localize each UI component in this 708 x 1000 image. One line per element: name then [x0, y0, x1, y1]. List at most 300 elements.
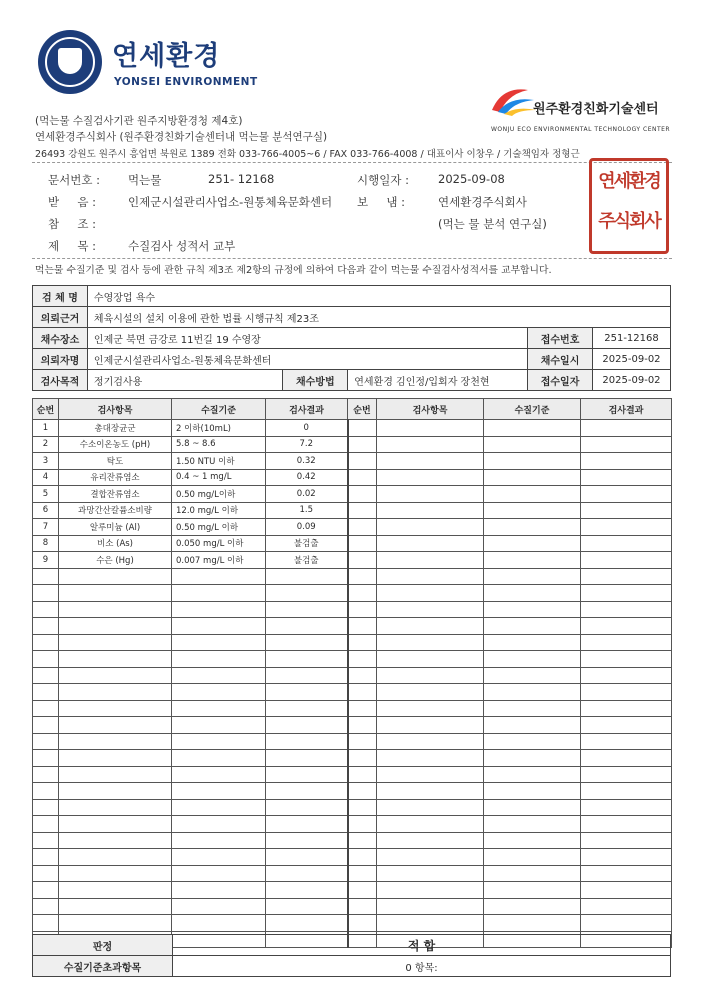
receipt-date-label: 접수일자: [528, 370, 593, 391]
row-item: [59, 585, 172, 602]
basis-value: 체육시설의 설치 이용에 관한 법률 시행규칙 제23조: [87, 307, 670, 328]
row-result-2: [581, 865, 672, 882]
row-standard-2: [484, 733, 581, 750]
row-no: [33, 568, 59, 585]
basis-label: 의뢰근거: [33, 307, 88, 328]
row-result-2: [581, 898, 672, 915]
row-result: [266, 700, 348, 717]
row-item: [59, 898, 172, 915]
row-item: 알루미늄 (Al): [59, 519, 172, 536]
row-standard: [172, 750, 266, 767]
row-result-2: [581, 717, 672, 734]
row-standard: [172, 882, 266, 899]
row-standard: [172, 799, 266, 816]
row-no: [33, 865, 59, 882]
doc-divider: [32, 258, 672, 259]
results-header-row: [33, 399, 672, 420]
row-result-2: [581, 436, 672, 453]
row-standard-2: [484, 519, 581, 536]
row-result: [266, 882, 348, 899]
doc-no-value: 251- 12168: [208, 172, 275, 186]
row-no-2: [348, 915, 377, 932]
row-no: 7: [33, 519, 59, 536]
row-result: 0.32: [266, 453, 348, 470]
row-no: [33, 898, 59, 915]
row-item-2: [377, 585, 484, 602]
row-item: [59, 849, 172, 866]
row-result: 0.02: [266, 486, 348, 503]
row-item: [59, 832, 172, 849]
row-result-2: [581, 832, 672, 849]
col-no-2: 순번: [348, 399, 377, 420]
subject-value: 수질검사 성적서 교부: [128, 239, 236, 253]
row-item: 결합잔류염소: [59, 486, 172, 503]
row-standard-2: [484, 453, 581, 470]
company-seal-stamp: [589, 158, 669, 254]
row-result: [266, 667, 348, 684]
row-result: [266, 585, 348, 602]
recipient-label: 받 음 :: [48, 195, 97, 209]
issue-date-label: 시행일자 :: [357, 173, 409, 187]
row-standard: [172, 898, 266, 915]
row-no-2: [348, 799, 377, 816]
table-row: [33, 700, 672, 717]
seal-text-top: 연세환경: [598, 171, 660, 192]
results-table: [32, 398, 672, 948]
row-item-2: [377, 552, 484, 569]
table-row: [33, 783, 672, 800]
row-no-2: [348, 601, 377, 618]
row-standard: 12.0 mg/L 이하: [172, 502, 266, 519]
row-standard-2: [484, 502, 581, 519]
purpose-value: 정기검사용: [87, 370, 282, 391]
row-no-2: [348, 750, 377, 767]
row-standard: 0.007 mg/L 이하: [172, 552, 266, 569]
row-no: [33, 684, 59, 701]
header-divider: [32, 162, 672, 163]
table-row: [33, 915, 672, 932]
row-standard-2: [484, 436, 581, 453]
row-no: 6: [33, 502, 59, 519]
table-row: [33, 717, 672, 734]
row-no-2: [348, 453, 377, 470]
row-standard-2: [484, 420, 581, 437]
row-item-2: [377, 915, 484, 932]
row-item: [59, 568, 172, 585]
method-value: 연세환경 김인정/입회자 장천현: [348, 370, 528, 391]
row-standard-2: [484, 783, 581, 800]
row-item-2: [377, 849, 484, 866]
row-no-2: [348, 469, 377, 486]
row-standard-2: [484, 667, 581, 684]
row-result: [266, 618, 348, 635]
row-standard-2: [484, 915, 581, 932]
intro-text: 먹는물 수질기준 및 검사 등에 관한 규칙 제3조 제2항의 규정에 의하여 다음과 같이 먹는물 수질검사성적서를 교부합니다.: [35, 265, 552, 276]
row-result: [266, 733, 348, 750]
row-item-2: [377, 436, 484, 453]
judgment-table: [32, 934, 671, 977]
row-no: [33, 816, 59, 833]
table-row: [33, 469, 672, 486]
row-standard-2: [484, 684, 581, 701]
row-result: [266, 651, 348, 668]
row-no-2: [348, 436, 377, 453]
col-standard-2: 수질기준: [484, 399, 581, 420]
row-standard-2: [484, 486, 581, 503]
row-result: 0.09: [266, 519, 348, 536]
table-row: [33, 667, 672, 684]
row-standard-2: [484, 601, 581, 618]
row-item-2: [377, 684, 484, 701]
table-row: [33, 684, 672, 701]
row-no-2: [348, 700, 377, 717]
table-row: [33, 651, 672, 668]
sampling-place-value: 인제군 북면 금강로 11번길 19 수영장: [87, 328, 527, 349]
row-item-2: [377, 766, 484, 783]
row-item: [59, 865, 172, 882]
row-no: [33, 667, 59, 684]
row-no: [33, 733, 59, 750]
brand-name-english: YONSEI ENVIRONMENT: [114, 76, 258, 88]
row-result: [266, 766, 348, 783]
row-no-2: [348, 502, 377, 519]
row-no-2: [348, 568, 377, 585]
row-result-2: [581, 684, 672, 701]
row-item: [59, 733, 172, 750]
row-item-2: [377, 453, 484, 470]
table-row: [33, 766, 672, 783]
row-no-2: [348, 684, 377, 701]
row-no: [33, 585, 59, 602]
table-row: [33, 453, 672, 470]
row-standard: [172, 849, 266, 866]
sampling-date-label: 채수일시: [528, 349, 593, 370]
table-row: [33, 634, 672, 651]
table-row: [33, 552, 672, 569]
row-standard-2: [484, 717, 581, 734]
row-no-2: [348, 865, 377, 882]
row-item: 비소 (As): [59, 535, 172, 552]
row-standard: [172, 667, 266, 684]
receipt-no-value: 251-12168: [592, 328, 670, 349]
table-row: [33, 816, 672, 833]
row-result-2: [581, 634, 672, 651]
row-no-2: [348, 733, 377, 750]
row-result: 1.5: [266, 502, 348, 519]
row-no-2: [348, 783, 377, 800]
row-no-2: [348, 898, 377, 915]
row-standard-2: [484, 865, 581, 882]
row-result: 0.42: [266, 469, 348, 486]
sample-name-value: 수영장업 욕수: [87, 286, 670, 307]
row-item-2: [377, 469, 484, 486]
row-standard-2: [484, 750, 581, 767]
row-result-2: [581, 700, 672, 717]
row-result-2: [581, 799, 672, 816]
table-row: [33, 535, 672, 552]
doc-no-type: 먹는물: [128, 173, 162, 187]
row-result-2: [581, 601, 672, 618]
table-row: [33, 882, 672, 899]
row-item: [59, 750, 172, 767]
table-row: [33, 849, 672, 866]
row-item-2: [377, 700, 484, 717]
client-label: 의뢰자명: [33, 349, 88, 370]
row-no: [33, 849, 59, 866]
row-result-2: [581, 618, 672, 635]
row-result: [266, 849, 348, 866]
row-no-2: [348, 766, 377, 783]
method-label: 채수방법: [283, 370, 348, 391]
row-no-2: [348, 585, 377, 602]
row-no: 3: [33, 453, 59, 470]
row-no: [33, 601, 59, 618]
row-item-2: [377, 502, 484, 519]
row-no: 5: [33, 486, 59, 503]
row-item-2: [377, 882, 484, 899]
row-no: [33, 634, 59, 651]
seal-text-bottom: 주식회사: [598, 211, 660, 232]
row-standard-2: [484, 618, 581, 635]
exceed-label: 수질기준초과항목: [33, 956, 173, 977]
row-no-2: [348, 816, 377, 833]
row-standard: [172, 733, 266, 750]
col-no: 순번: [33, 399, 59, 420]
address-line: 26493 강원도 원주시 흥업면 북원로 1389 전화 033-766-4005~6 / FAX 033-766-4008 / 대표이사 이창우 / 기술책임자 정형근: [35, 149, 580, 160]
col-item: 검사항목: [59, 399, 172, 420]
row-result-2: [581, 568, 672, 585]
row-result: 불검출: [266, 535, 348, 552]
row-standard: 0.50 mg/L 이하: [172, 519, 266, 536]
row-no-2: [348, 486, 377, 503]
row-no-2: [348, 832, 377, 849]
row-item: [59, 634, 172, 651]
row-standard: [172, 766, 266, 783]
row-result: [266, 783, 348, 800]
recipient-value: 인제군시설관리사업소-원통체육문화센터: [128, 195, 333, 209]
row-no: [33, 700, 59, 717]
table-row: [33, 519, 672, 536]
row-result: [266, 601, 348, 618]
row-standard-2: [484, 832, 581, 849]
row-result-2: [581, 420, 672, 437]
row-standard-2: [484, 849, 581, 866]
row-result: [266, 915, 348, 932]
receipt-no-label: 접수번호: [528, 328, 593, 349]
row-no-2: [348, 651, 377, 668]
row-no: [33, 799, 59, 816]
row-result-2: [581, 469, 672, 486]
row-result-2: [581, 882, 672, 899]
table-row: [33, 420, 672, 437]
row-standard: [172, 832, 266, 849]
row-no-2: [348, 535, 377, 552]
row-standard: [172, 618, 266, 635]
row-result: [266, 717, 348, 734]
col-result: 검사결과: [266, 399, 348, 420]
row-result-2: [581, 585, 672, 602]
row-result-2: [581, 651, 672, 668]
row-no: [33, 832, 59, 849]
row-item-2: [377, 651, 484, 668]
row-standard-2: [484, 700, 581, 717]
row-no: [33, 783, 59, 800]
row-standard: [172, 585, 266, 602]
row-standard-2: [484, 766, 581, 783]
row-result-2: [581, 915, 672, 932]
exceed-value: 0 항목:: [173, 956, 671, 977]
row-item: 총대장균군: [59, 420, 172, 437]
row-result-2: [581, 519, 672, 536]
row-item: 수은 (Hg): [59, 552, 172, 569]
row-result-2: [581, 502, 672, 519]
row-standard: [172, 865, 266, 882]
row-result: [266, 568, 348, 585]
row-item: [59, 766, 172, 783]
partner-name: 원주환경친화기술센터: [533, 102, 659, 117]
row-no: 1: [33, 420, 59, 437]
row-item-2: [377, 420, 484, 437]
row-standard-2: [484, 535, 581, 552]
row-item: [59, 684, 172, 701]
table-row: [33, 733, 672, 750]
row-no-2: [348, 519, 377, 536]
company-line: 연세환경주식회사 (원주환경친화기술센터내 먹는물 분석연구실): [35, 131, 328, 143]
shield-icon: [58, 48, 82, 74]
row-item-2: [377, 733, 484, 750]
row-result: [266, 799, 348, 816]
row-no: 2: [33, 436, 59, 453]
row-no-2: [348, 717, 377, 734]
sample-info-table: [32, 285, 671, 391]
row-result-2: [581, 816, 672, 833]
row-result: [266, 898, 348, 915]
row-item: [59, 783, 172, 800]
row-standard-2: [484, 469, 581, 486]
row-standard-2: [484, 816, 581, 833]
table-row: [33, 568, 672, 585]
row-standard: 0.50 mg/L이하: [172, 486, 266, 503]
row-item-2: [377, 568, 484, 585]
sender-value: 연세환경주식회사: [438, 195, 527, 209]
row-standard: 1.50 NTU 이하: [172, 453, 266, 470]
row-standard: [172, 684, 266, 701]
row-standard: 5.8 ~ 8.6: [172, 436, 266, 453]
table-row: [33, 502, 672, 519]
row-result-2: [581, 750, 672, 767]
row-item: [59, 799, 172, 816]
row-item: [59, 618, 172, 635]
row-standard: [172, 568, 266, 585]
issue-date-value: 2025-09-08: [438, 172, 505, 186]
row-item: [59, 667, 172, 684]
row-item: [59, 882, 172, 899]
row-item-2: [377, 519, 484, 536]
row-item-2: [377, 486, 484, 503]
row-standard-2: [484, 898, 581, 915]
sampling-date-value: 2025-09-02: [592, 349, 670, 370]
row-no-2: [348, 552, 377, 569]
row-standard-2: [484, 568, 581, 585]
row-item: 과망간산칼륨소비량: [59, 502, 172, 519]
row-no: 9: [33, 552, 59, 569]
row-standard-2: [484, 882, 581, 899]
client-value: 인제군시설관리사업소-원통체육문화센터: [87, 349, 527, 370]
row-result-2: [581, 733, 672, 750]
row-item-2: [377, 783, 484, 800]
row-standard: [172, 816, 266, 833]
row-standard: 0.4 ~ 1 mg/L: [172, 469, 266, 486]
row-standard: 2 이하(10mL): [172, 420, 266, 437]
table-row: [33, 618, 672, 635]
row-item: 수소이온농도 (pH): [59, 436, 172, 453]
row-item-2: [377, 832, 484, 849]
row-standard: [172, 634, 266, 651]
row-no-2: [348, 618, 377, 635]
row-standard: [172, 700, 266, 717]
row-result-2: [581, 552, 672, 569]
row-no-2: [348, 667, 377, 684]
table-row: [33, 750, 672, 767]
judgment-label: 판정: [33, 935, 173, 956]
row-no-2: [348, 882, 377, 899]
row-result-2: [581, 667, 672, 684]
table-row: [33, 865, 672, 882]
row-item-2: [377, 667, 484, 684]
row-standard: [172, 651, 266, 668]
table-row: [33, 832, 672, 849]
row-item: [59, 816, 172, 833]
table-row: [33, 898, 672, 915]
row-item-2: [377, 535, 484, 552]
row-no-2: [348, 420, 377, 437]
row-item: 유리잔류염소: [59, 469, 172, 486]
row-item: [59, 651, 172, 668]
row-standard: 0.050 mg/L 이하: [172, 535, 266, 552]
brand-name-korean: 연세환경: [112, 41, 221, 72]
row-no: [33, 750, 59, 767]
row-result-2: [581, 486, 672, 503]
row-item-2: [377, 865, 484, 882]
row-no-2: [348, 634, 377, 651]
row-item: [59, 601, 172, 618]
table-row: [33, 486, 672, 503]
row-no: [33, 651, 59, 668]
row-item: [59, 700, 172, 717]
row-result: [266, 865, 348, 882]
row-no: [33, 915, 59, 932]
agency-designation: (먹는물 수질검사기관 원주지방환경청 제4호): [35, 115, 243, 127]
row-item-2: [377, 750, 484, 767]
sample-name-label: 검 체 명: [33, 286, 88, 307]
purpose-label: 검사목적: [33, 370, 88, 391]
receipt-date-value: 2025-09-02: [592, 370, 670, 391]
row-standard-2: [484, 651, 581, 668]
row-result-2: [581, 535, 672, 552]
row-item-2: [377, 816, 484, 833]
row-no: 4: [33, 469, 59, 486]
table-row: [33, 601, 672, 618]
partner-name-english: WONJU ECO ENVIRONMENTAL TECHNOLOGY CENTER: [491, 126, 671, 133]
row-result-2: [581, 766, 672, 783]
row-standard-2: [484, 634, 581, 651]
row-item: 탁도: [59, 453, 172, 470]
row-standard: [172, 915, 266, 932]
row-result: 불검출: [266, 552, 348, 569]
table-row: [33, 799, 672, 816]
row-result-2: [581, 453, 672, 470]
sender-label: 보 냄 :: [357, 195, 406, 209]
